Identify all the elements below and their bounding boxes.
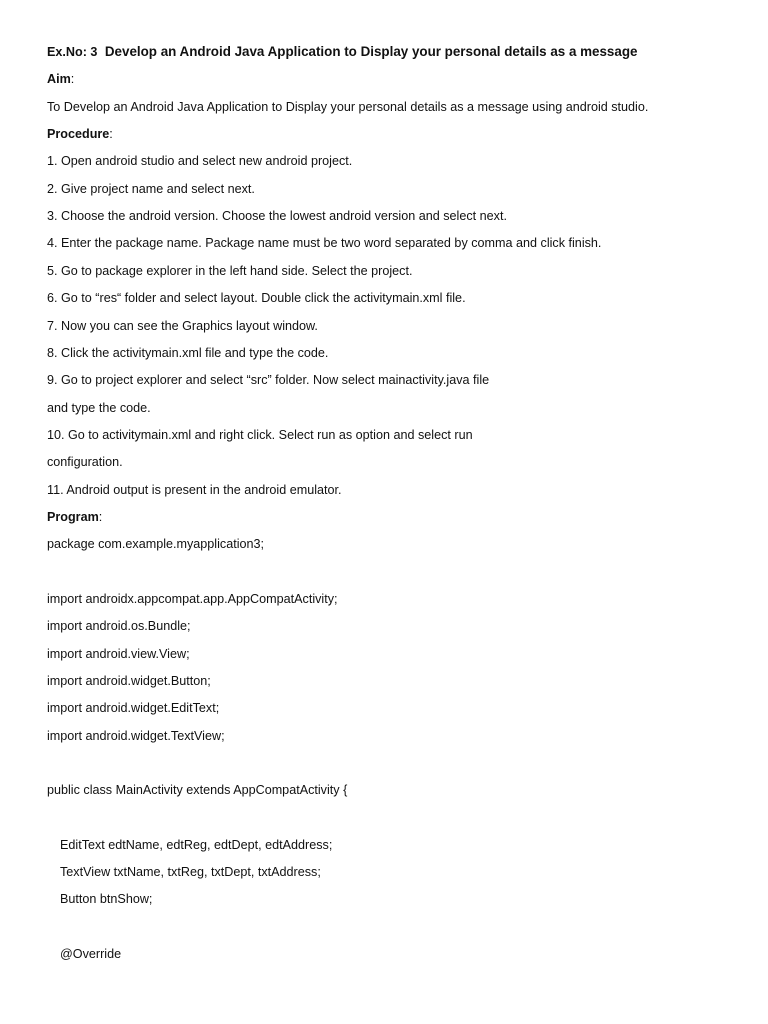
- code-line: @Override: [60, 947, 122, 961]
- procedure-step: 1. Open android studio and select new android project.: [47, 154, 353, 168]
- program-colon: :: [98, 510, 103, 524]
- procedure-step: 7. Now you can see the Graphics layout window.: [47, 319, 318, 333]
- procedure-step: 6. Go to “res“ folder and select layout. Double click the activitymain.xml file.: [47, 291, 466, 305]
- code-line: import android.os.Bundle;: [47, 619, 191, 633]
- procedure-step: 3. Choose the android version. Choose the lowest android version and select next.: [47, 209, 507, 223]
- procedure-step: 2. Give project name and select next.: [47, 182, 255, 196]
- aim-heading: [47, 71, 74, 87]
- procedure-step: 5. Go to package explorer in the left hand side. Select the project.: [47, 264, 413, 278]
- code-line: import android.widget.EditText;: [47, 701, 220, 715]
- exercise-title: Develop an Android Java Application to Display your personal details as a message: [104, 44, 638, 59]
- program-heading: [47, 509, 102, 525]
- procedure-colon: :: [109, 127, 113, 141]
- aim-colon: :: [70, 72, 75, 86]
- procedure-heading: [47, 126, 113, 142]
- exercise-number: Ex.No: 3: [47, 45, 98, 59]
- code-line: import android.view.View;: [47, 647, 190, 661]
- procedure-step-continuation: and type the code.: [47, 401, 151, 415]
- code-line: import android.widget.TextView;: [47, 729, 225, 743]
- aim-label: Aim: [47, 72, 71, 86]
- code-line: public class MainActivity extends AppCompatActivity {: [47, 783, 348, 797]
- code-line: TextView txtName, txtReg, txtDept, txtAddress;: [60, 865, 321, 879]
- code-line: import androidx.appcompat.app.AppCompatActivity;: [47, 592, 338, 606]
- procedure-label: Procedure: [47, 127, 110, 141]
- code-line: import android.widget.Button;: [47, 674, 211, 688]
- procedure-step: 9. Go to project explorer and select “src” folder. Now select mainactivity.java file: [47, 373, 490, 387]
- procedure-step: 8. Click the activitymain.xml file and type the code.: [47, 346, 329, 360]
- procedure-step: 11. Android output is present in the android emulator.: [47, 483, 342, 497]
- code-line: Button btnShow;: [60, 892, 153, 906]
- program-label: Program: [47, 510, 99, 524]
- exercise-heading: [47, 44, 637, 60]
- aim-text: To Develop an Android Java Application to Display your personal details as a message using android studio.: [47, 100, 649, 114]
- procedure-step-continuation: configuration.: [47, 455, 123, 469]
- code-line: package com.example.myapplication3;: [47, 537, 265, 551]
- procedure-step: 4. Enter the package name. Package name must be two word separated by comma and click finish.: [47, 236, 602, 250]
- code-line: EditText edtName, edtReg, edtDept, edtAddress;: [60, 838, 333, 852]
- procedure-step: 10. Go to activitymain.xml and right click. Select run as option and select run: [47, 428, 473, 442]
